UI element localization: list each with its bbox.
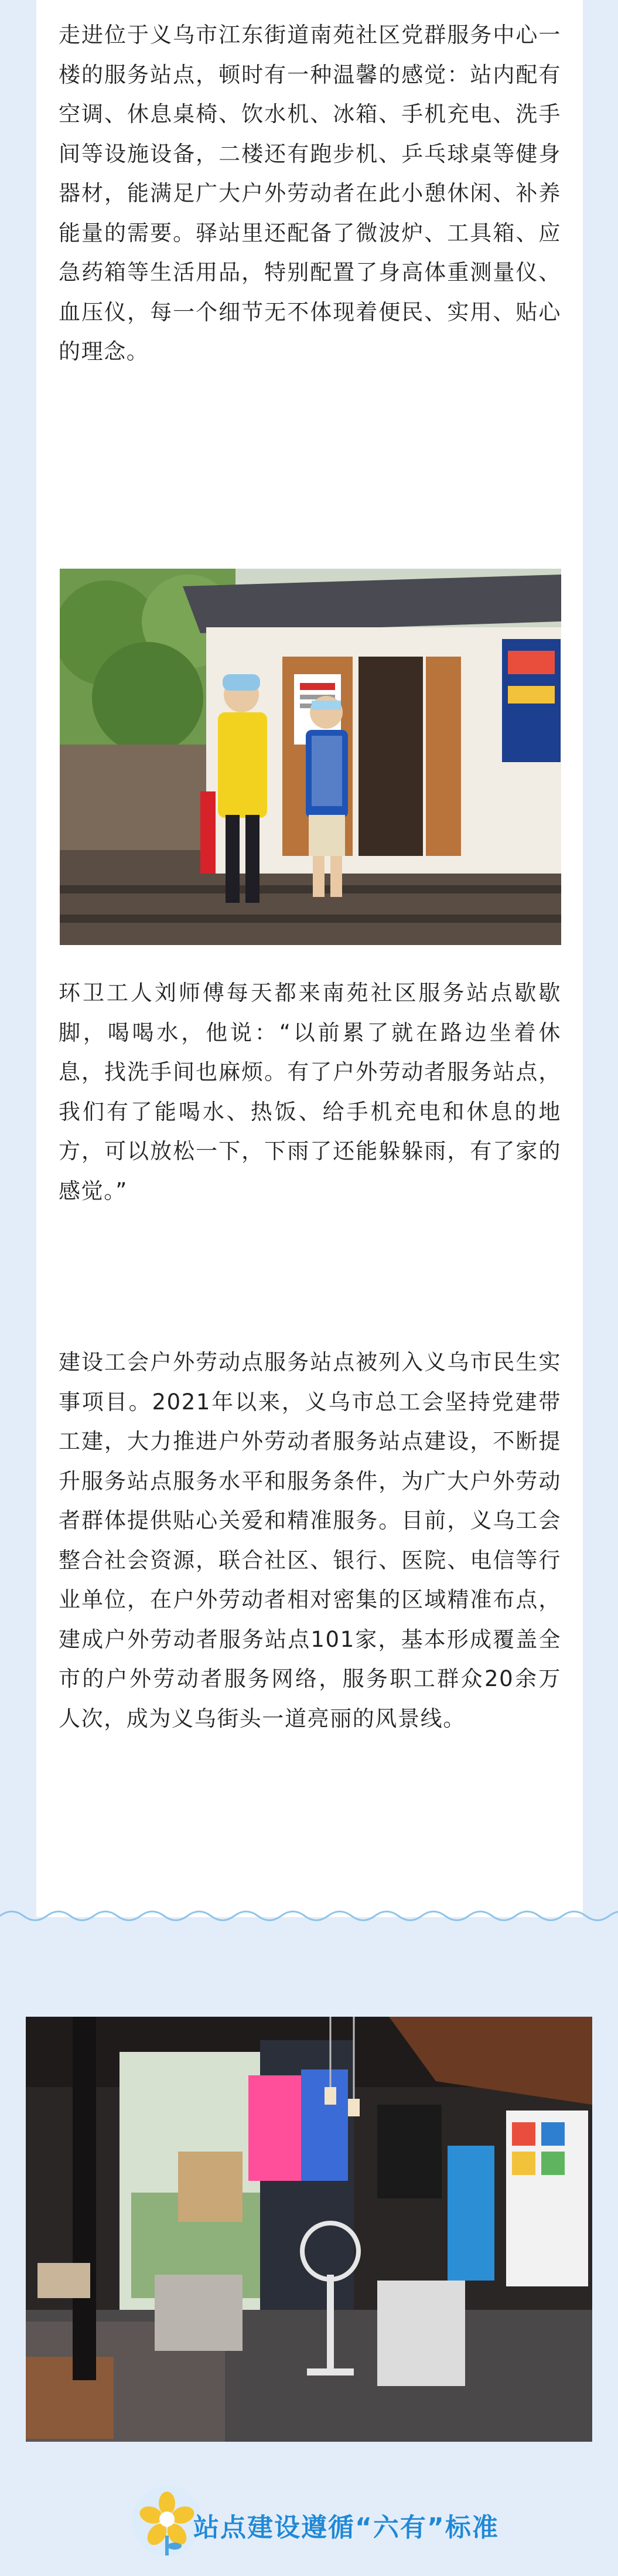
station-entrance-photo [60,569,561,945]
section-heading [129,2483,498,2559]
wave-divider [0,1898,618,1933]
station-entrance-illustration [60,569,561,945]
article-paragraph-2: 环卫工人刘师傅每天都来南苑社区服务站点歇歇脚，喝喝水，他说：“以前累了就在路边坐着休息，找洗手间也麻烦。有了户外劳动者服务站点，我们有了能喝水、热饭、给手机充电和休息的地方，可以放松一下，下雨了还能躲躲雨，有了家的感觉。” [59,980,561,1204]
article-paragraph-1: 走进位于义乌市江东街道南苑社区党群服务中心一楼的服务站点，顿时有一种温馨的感觉：站内配有空调、休息桌椅、饮水机、冰箱、手机充电、洗手间等设施设备，二楼还有跑步机、乒乓球桌等健身器材，能满足广大户外劳动者在此小憩休闲、补养能量的需要。驿站里还配备了微波炉、工具箱、应急药箱等生活用品，特别配置了身高体重测量仪、血压仪，每一个细节无不体现着便民、实用、贴心的理念。 [59,22,561,364]
station-interior-photo [26,2017,592,2442]
section-heading-title: 站点建设遵循“六有”标准 [193,2513,499,2543]
article-paragraph-3: 建设工会户外劳动点服务站点被列入义乌市民生实事项目。2021年以来，义乌市总工会坚持党建带工建，大力推进户外劳动者服务站点建设，不断提升服务站点服务水平和服务条件，为广大户外劳动者群体提供贴心关爱和精准服务。目前，义乌工会整合社会资源，联合社区、银行、医院、电信等行业单位，在户外劳动者相对密集的区域精准布点，建成户外劳动者服务站点101家，基本形成覆盖全市的户外劳动者服务网络，服务职工群众20余万人次，成为义乌街头一道亮丽的风景线。 [59,1350,561,1731]
station-interior-illustration [26,2017,592,2442]
article-card [36,0,583,1917]
